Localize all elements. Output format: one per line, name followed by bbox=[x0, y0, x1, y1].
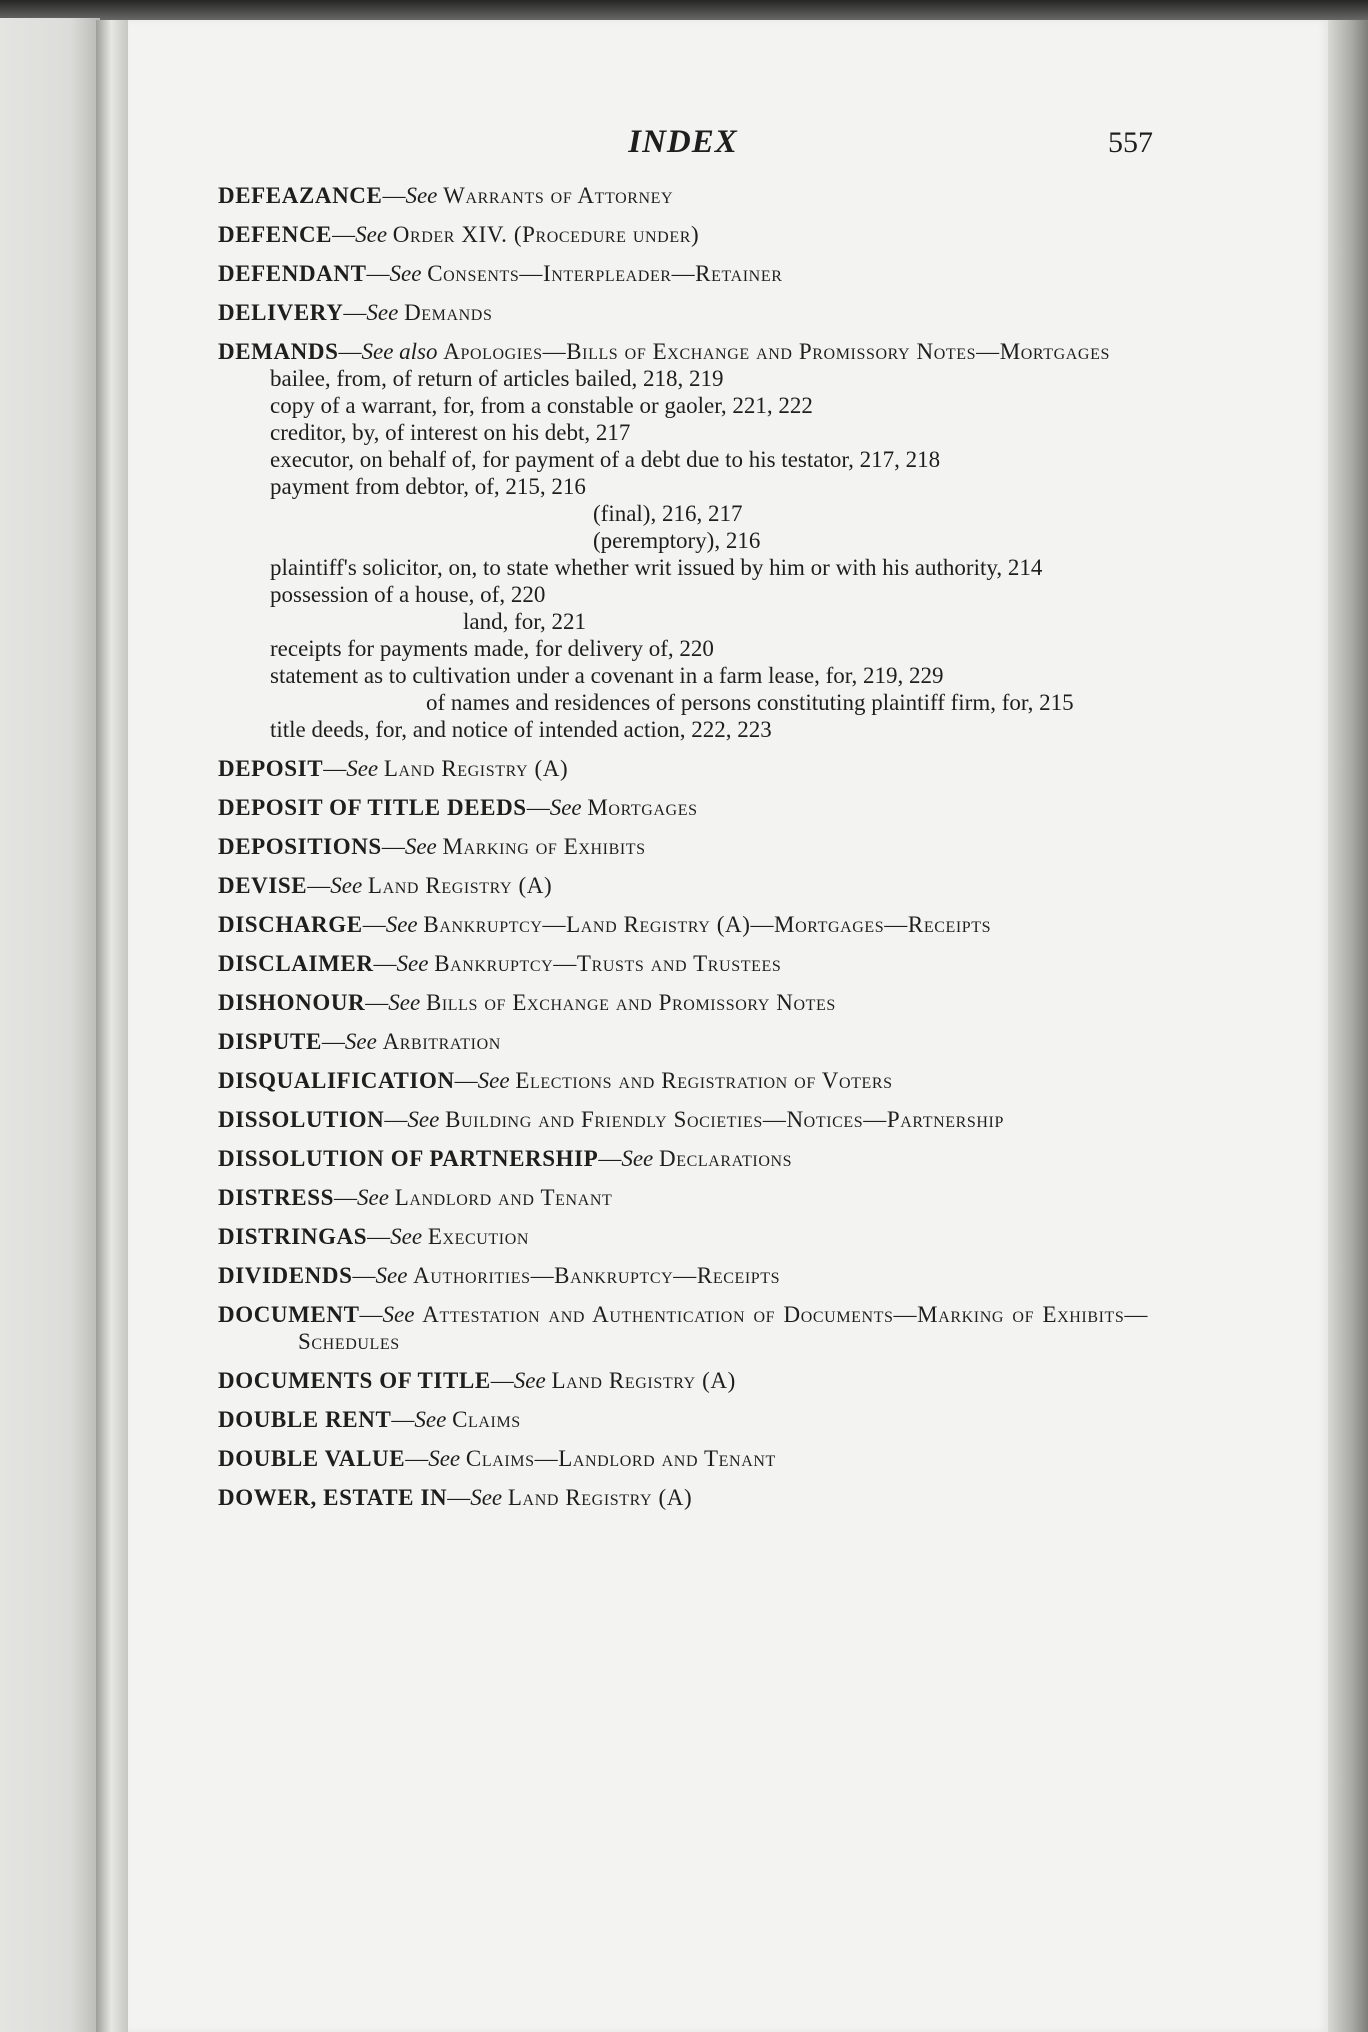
index-entry: DEPOSITIONS—See Marking of Exhibits bbox=[218, 834, 646, 859]
cross-reference: Building and Friendly Societies—Notices—Partnership bbox=[445, 1107, 1004, 1132]
index-entry: DOUBLE RENT—See Claims bbox=[218, 1407, 521, 1432]
see-label: See bbox=[355, 222, 388, 247]
index-entry: DISCLAIMER—See Bankruptcy—Trusts and Trustees bbox=[218, 951, 782, 976]
cross-reference: Land Registry (A) bbox=[367, 873, 553, 898]
cross-reference: Bankruptcy—Trusts and Trustees bbox=[434, 951, 782, 976]
cross-reference: Claims—Landlord and Tenant bbox=[465, 1446, 776, 1471]
index-entry: DOWER, ESTATE IN—See Land Registry (A) bbox=[218, 1485, 693, 1510]
index-entry: DOCUMENTS OF TITLE—See Land Registry (A) bbox=[218, 1368, 736, 1393]
cross-reference: Bankruptcy—Land Registry (A)—Mortgages—Receipts bbox=[423, 912, 992, 937]
see-label: See bbox=[513, 1368, 546, 1393]
index-entry: DISSOLUTION—See Building and Friendly Societies—Notices—Partnership bbox=[218, 1107, 1004, 1132]
entry-heading: DOUBLE VALUE bbox=[218, 1446, 406, 1471]
index-entry: DISQUALIFICATION—See Elections and Registration of Voters bbox=[218, 1068, 893, 1093]
see-label: See bbox=[375, 1263, 408, 1288]
index-entry: DEMANDS—See also Apologies—Bills of Exchange and Promissory Notes—Mortgages bbox=[218, 339, 1110, 364]
see-label: See bbox=[382, 1302, 415, 1327]
cross-reference: Elections and Registration of Voters bbox=[515, 1068, 893, 1093]
index-entry: DISCHARGE—See Bankruptcy—Land Registry (A)—Mortgages—Receipts bbox=[218, 912, 992, 937]
index-entry: DEFEAZANCE—See Warrants of Attorney bbox=[218, 183, 674, 208]
see-label: See bbox=[344, 1029, 377, 1054]
see-label: See bbox=[346, 756, 379, 781]
see-label: See bbox=[389, 261, 422, 286]
index-entry: DEVISE—See Land Registry (A) bbox=[218, 873, 553, 898]
entry-heading: DEVISE bbox=[218, 873, 308, 898]
cross-reference: Attestation and Authentication of Documents—Marking of Exhibits—Schedules bbox=[298, 1302, 1149, 1354]
entry-heading: DOWER, ESTATE IN bbox=[218, 1485, 448, 1510]
subentry: receipts for payments made, for delivery of, 220 bbox=[270, 636, 714, 661]
demands-subentries bbox=[218, 365, 1148, 743]
subentry: copy of a warrant, for, from a constable or gaoler, 221, 222 bbox=[270, 393, 813, 418]
index-entry: DISHONOUR—See Bills of Exchange and Promissory Notes bbox=[218, 990, 836, 1015]
index-entry: DEPOSIT—See Land Registry (A) bbox=[218, 756, 569, 781]
entry-heading: DIVIDENDS bbox=[218, 1263, 353, 1288]
subentry: title deeds, for, and notice of intended action, 222, 223 bbox=[270, 717, 772, 742]
see-label: See bbox=[428, 1446, 461, 1471]
index-page-content bbox=[218, 120, 1153, 1511]
entry-heading: DEMANDS bbox=[218, 339, 339, 364]
see-label: See bbox=[366, 300, 399, 325]
see-label: See bbox=[621, 1146, 654, 1171]
cross-reference: Mortgages bbox=[587, 795, 698, 820]
cross-reference: Warrants of Attorney bbox=[443, 183, 674, 208]
entry-heading: DOCUMENTS OF TITLE bbox=[218, 1368, 491, 1393]
top-shadow bbox=[0, 0, 1368, 22]
entry-heading: DISTRINGAS bbox=[218, 1224, 368, 1249]
cross-reference: Declarations bbox=[658, 1146, 793, 1171]
page-title: INDEX bbox=[628, 124, 738, 160]
see-label: See bbox=[357, 1185, 389, 1210]
entry-heading: DEPOSITIONS bbox=[218, 834, 382, 859]
entry-heading: DEPOSIT OF TITLE DEEDS bbox=[218, 795, 527, 820]
see-label: See bbox=[396, 951, 429, 976]
cross-reference: Marking of Exhibits bbox=[442, 834, 646, 859]
cross-reference: Execution bbox=[427, 1224, 530, 1249]
page-edge bbox=[1328, 20, 1368, 2032]
subentry: (peremptory), 216 bbox=[593, 528, 761, 553]
book-gutter bbox=[96, 20, 130, 2032]
cross-reference: Land Registry (A) bbox=[383, 756, 569, 781]
see-label: See bbox=[330, 873, 363, 898]
entry-heading: DISCHARGE bbox=[218, 912, 363, 937]
cross-reference: Claims bbox=[452, 1407, 521, 1432]
subentry: of names and residences of persons constituting plaintiff firm, for, 215 bbox=[426, 690, 1074, 715]
index-entry: DISTRINGAS—See Execution bbox=[218, 1224, 530, 1249]
see-label: See bbox=[388, 990, 421, 1015]
index-entry: DISPUTE—See Arbitration bbox=[218, 1029, 501, 1054]
see-label: See also bbox=[361, 339, 438, 364]
cross-reference: Land Registry (A) bbox=[551, 1368, 736, 1393]
index-entry: DOCUMENT—See Attestation and Authentication of Documents—Marking of Exhibits—Schedules bbox=[218, 1302, 1149, 1354]
subentry: creditor, by, of interest on his debt, 217 bbox=[270, 420, 631, 445]
index-entry: DIVIDENDS—See Authorities—Bankruptcy—Receipts bbox=[218, 1263, 781, 1288]
see-label: See bbox=[407, 1107, 440, 1132]
cross-reference: Apologies—Bills of Exchange and Promissory Notes—Mortgages bbox=[443, 339, 1110, 364]
entry-heading: DISQUALIFICATION bbox=[218, 1068, 455, 1093]
cross-reference: Consents—Interpleader—Retainer bbox=[427, 261, 783, 286]
see-label: See bbox=[549, 795, 582, 820]
entry-heading: DELIVERY bbox=[218, 300, 344, 325]
entry-heading: DOCUMENT bbox=[218, 1302, 360, 1327]
entry-heading: DEFEAZANCE bbox=[218, 183, 383, 208]
entry-heading: DISTRESS bbox=[218, 1185, 335, 1210]
see-label: See bbox=[405, 183, 438, 208]
running-header bbox=[218, 120, 1153, 172]
subentry: payment from debtor, of, 215, 216 bbox=[270, 474, 586, 499]
entry-heading: DEPOSIT bbox=[218, 756, 324, 781]
subentry: executor, on behalf of, for payment of a debt due to his testator, 217, 218 bbox=[270, 447, 941, 472]
see-label: See bbox=[470, 1485, 503, 1510]
cross-reference: Arbitration bbox=[382, 1029, 501, 1054]
subentry: land, for, 221 bbox=[463, 609, 586, 634]
entry-heading: DOUBLE RENT bbox=[218, 1407, 392, 1432]
index-entry: DELIVERY—See Demands bbox=[218, 300, 493, 325]
cross-reference: Landlord and Tenant bbox=[394, 1185, 613, 1210]
subentry: statement as to cultivation under a covenant in a farm lease, for, 219, 229 bbox=[270, 663, 944, 688]
see-label: See bbox=[390, 1224, 423, 1249]
cross-reference: Bills of Exchange and Promissory Notes bbox=[425, 990, 836, 1015]
cross-reference: Order XIV. (Procedure under) bbox=[392, 222, 700, 247]
see-label: See bbox=[414, 1407, 447, 1432]
see-label: See bbox=[404, 834, 437, 859]
entry-heading: DISSOLUTION bbox=[218, 1107, 385, 1132]
cross-reference: Land Registry (A) bbox=[507, 1485, 693, 1510]
index-entry: DEFENCE—See Order XIV. (Procedure under) bbox=[218, 222, 700, 247]
subentry: (final), 216, 217 bbox=[593, 501, 743, 526]
see-label: See bbox=[385, 912, 418, 937]
subentry: bailee, from, of return of articles bailed, 218, 219 bbox=[270, 366, 724, 391]
subentry: plaintiff's solicitor, on, to state whether writ issued by him or with his authority, 214 bbox=[270, 555, 1043, 580]
entry-heading: DISSOLUTION OF PARTNERSHIP bbox=[218, 1146, 599, 1171]
index-entry: DISSOLUTION OF PARTNERSHIP—See Declarations bbox=[218, 1146, 793, 1171]
see-label: See bbox=[477, 1068, 510, 1093]
entry-heading: DEFENCE bbox=[218, 222, 333, 247]
subentry: possession of a house, of, 220 bbox=[270, 582, 546, 607]
cross-reference: Authorities—Bankruptcy—Receipts bbox=[413, 1263, 781, 1288]
entry-heading: DEFENDANT bbox=[218, 261, 367, 286]
entry-heading: DISCLAIMER bbox=[218, 951, 374, 976]
index-entry: DEPOSIT OF TITLE DEEDS—See Mortgages bbox=[218, 795, 698, 820]
page-number: 557 bbox=[1108, 126, 1153, 159]
entry-heading: DISHONOUR bbox=[218, 990, 366, 1015]
cross-reference: Demands bbox=[404, 300, 493, 325]
entry-heading: DISPUTE bbox=[218, 1029, 322, 1054]
index-entry: DISTRESS—See Landlord and Tenant bbox=[218, 1185, 613, 1210]
index-entry: DOUBLE VALUE—See Claims—Landlord and Tenant bbox=[218, 1446, 776, 1471]
index-entry: DEFENDANT—See Consents—Interpleader—Retainer bbox=[218, 261, 783, 286]
facing-page-edge bbox=[0, 18, 100, 2032]
